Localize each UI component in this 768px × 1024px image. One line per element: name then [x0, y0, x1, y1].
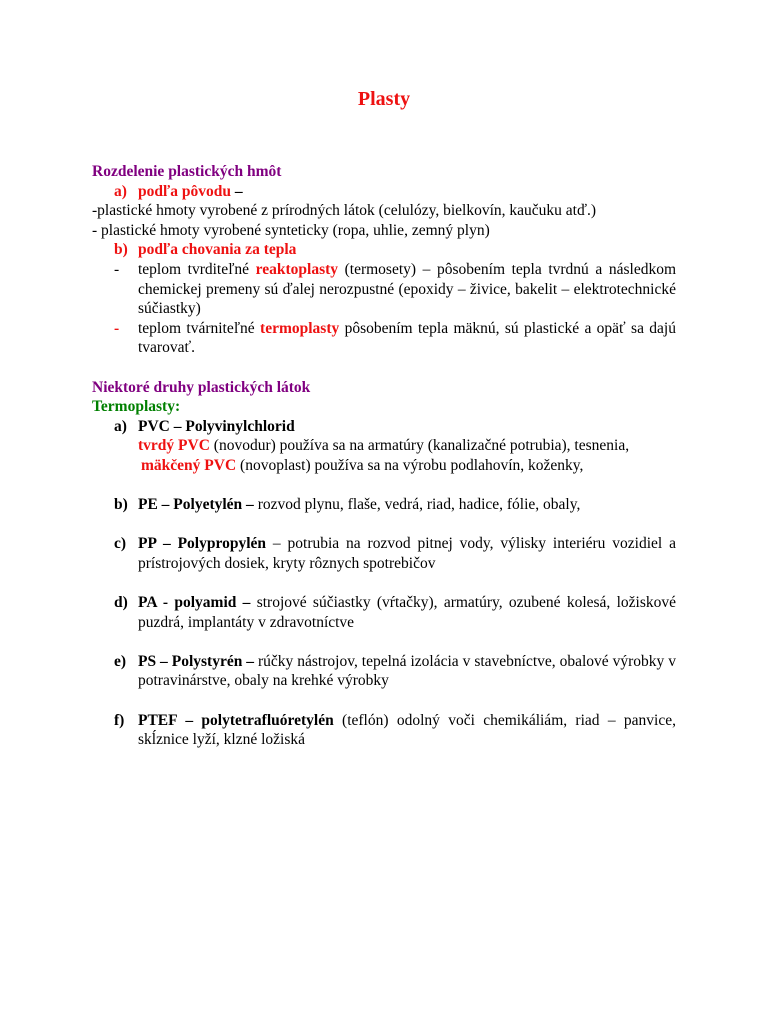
list-item-text: PA - polyamid – strojové súčiastky (vŕtačky), armatúry, ozubené kolesá, ložiskové puzdrá, implantáty v zdravotníctve — [138, 594, 676, 631]
list-item-label: podľa pôvodu – — [138, 182, 243, 200]
list-item-ps — [92, 652, 676, 691]
section-heading-classification: Rozdelenie plastických hmôt — [92, 163, 282, 180]
list-item-label: podľa chovania za tepla — [138, 241, 297, 259]
list-marker: d) — [114, 594, 128, 612]
pvc-hard-text: tvrdý PVC (novodur) používa sa na armatúry (kanalizačné potrubia), tesnenia, — [138, 437, 630, 455]
list-item-pa — [92, 593, 676, 632]
list-item-text: PTEF – polytetrafluóretylén (teflón) odolný voči chemikáliám, riad – panvice, skĺznice lyží, klzné ložiská — [138, 711, 676, 749]
list-marker: f) — [114, 711, 125, 729]
document-body — [92, 162, 676, 750]
list-marker: b) — [114, 496, 128, 514]
list-item-text: teplom tvárniteľné termoplasty pôsobením tepla mäknú, sú plastické a opäť sa dajú tvarovať. — [138, 319, 676, 357]
list-item-origin — [92, 182, 676, 202]
list-item-heat-behavior — [92, 240, 676, 260]
list-item-text: PS – Polystyrén – rúčky nástrojov, tepelná izolácia v stavebníctve, obalové výrobky v potravinárstve, obaly na krehké výrobky — [138, 652, 677, 690]
list-item-pvc — [92, 417, 676, 476]
page-title: Plasty — [357, 88, 411, 110]
list-item-thermoplasts — [92, 319, 676, 358]
list-item-reactoplasts — [92, 260, 676, 319]
list-marker: - — [114, 260, 120, 278]
section-subheading-thermoplasts: Termoplasty: — [92, 398, 181, 416]
paragraph-synthetic: - plastické hmoty vyrobené synteticky (ropa, uhlie, zemný plyn) — [92, 221, 490, 239]
paragraph-natural: -plastické hmoty vyrobené z prírodných látok (celulózy, bielkovín, kaučuku atď.) — [92, 202, 596, 220]
list-marker: a) — [114, 182, 127, 200]
pvc-soft-text: mäkčený PVC (novoplast) používa sa na výrobu podlahovín, koženky, — [141, 456, 584, 474]
list-marker: c) — [114, 535, 127, 553]
list-marker: a) — [114, 417, 127, 435]
section-heading-types: Niektoré druhy plastických látok — [92, 378, 311, 396]
list-item-text: PP – Polypropylén – potrubia na rozvod pitnej vody, výlisky interiéru vozidiel a prístrojových dosiek, kryty rôznych spotrebičov — [138, 535, 676, 572]
list-item-pe — [92, 495, 676, 515]
list-item-text: PE – Polyetylén – rozvod plynu, flaše, vedrá, riad, hadice, fólie, obaly, — [138, 496, 581, 514]
list-item-text: teplom tvrditeľné reaktoplasty (termosety) – pôsobením tepla tvrdnú a následkom chemickej premeny sú ďalej nerozpustné (epoxidy – živice, bakelit – elektrotechnické súčiastky) — [138, 260, 677, 318]
list-marker: b) — [114, 241, 128, 259]
list-marker: e) — [114, 652, 127, 670]
list-marker: - — [114, 319, 120, 337]
list-item-ptef — [92, 711, 676, 750]
list-item-pp — [92, 534, 676, 573]
list-item-name: PVC – Polyvinylchlorid — [138, 417, 295, 435]
